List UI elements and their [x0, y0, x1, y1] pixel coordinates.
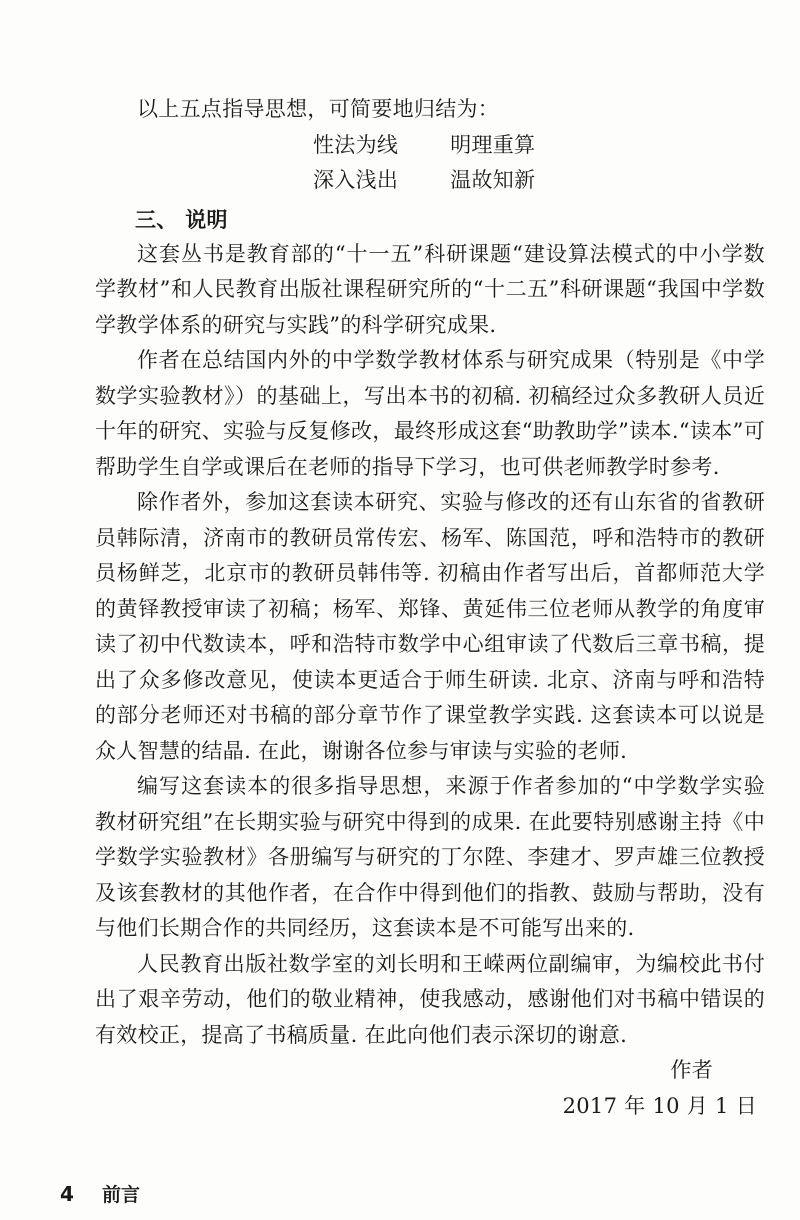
intro-line: 以上五点指导思想，可简要地归结为： [137, 97, 500, 121]
running-title: 前言 [102, 1184, 141, 1206]
motto-phrase: 明理重算 [450, 132, 536, 157]
motto-line-1 [95, 128, 765, 164]
signature-date: 2017 年 10 月 1 日 [562, 1093, 757, 1118]
page-footer [60, 1182, 140, 1207]
page-number: 4 [60, 1182, 74, 1206]
author-signature: 作者 [670, 1058, 713, 1082]
paragraph: 编写这套读本的很多指导思想，来源于作者参加的“中学数学实验教材研究组”在长期实验与研究中得到的成果. 在此要特别感谢主持《中学数学实验教材》各册编写与研究的丁尔陞、李建才、罗声雄三位教授及该套教材的其他作者，在合作中得到他们的指教、鼓励与帮助，没有与他们长期合作的共同经历，这套读本是不可能写出来的. [95, 774, 765, 940]
motto-phrase: 温故知新 [450, 168, 536, 192]
page-body [95, 92, 765, 1124]
motto-phrase: 深入浅出 [313, 168, 399, 192]
motto-phrase: 性法为线 [313, 132, 399, 157]
paragraph: 这套丛书是教育部的“十一五”科研课题“建设算法模式的中小学数学教材”和人民教育出版社课程研究所的“十二五”科研课题“我国中学数学教学体系的研究与实践”的科学研究成果. [95, 241, 765, 337]
motto-line-2 [95, 163, 765, 199]
section-heading: 三、 说明 [135, 207, 228, 232]
paragraph: 作者在总结国内外的中学数学教材体系与研究成果（特别是《中学数学实验教材》）的基础上，写出本书的初稿. 初稿经过众多教研人员近十年的研究、实验与反复修改，最终形成这套“助教助学”读本.“读本”可帮助学生自学或课后在老师的指导下学习，也可供老师教学时参考. [95, 348, 765, 479]
paragraph: 人民教育出版社数学室的刘长明和王嵘两位副编审，为编校此书付出了艰辛劳动，他们的敬业精神，使我感动，感谢他们对书稿中错误的有效校正，提高了书稿质量. 在此向他们表示深切的谢意. [95, 951, 765, 1047]
paragraph: 除作者外，参加这套读本研究、实验与修改的还有山东省的省教研员韩际清，济南市的教研员常传宏、杨军、陈国范，呼和浩特市的教研员杨鲜芝，北京市的教研员韩伟等. 初稿由作者写出后，首都师范大学的黄铎教授审读了初稿；杨军、郑锋、黄延伟三位老师从教学的角度审读了初中代数读本，呼和浩特市数学中心组审读了代数后三章书稿，提出了众多修改意见，使读本更适合于师生研读. 北京、济南与呼和浩特的部分老师还对书稿的部分章节作了课堂教学实践. 这套读本可以说是众人智慧的结晶. 在此，谢谢各位参与审读与实验的老师. [95, 490, 765, 763]
